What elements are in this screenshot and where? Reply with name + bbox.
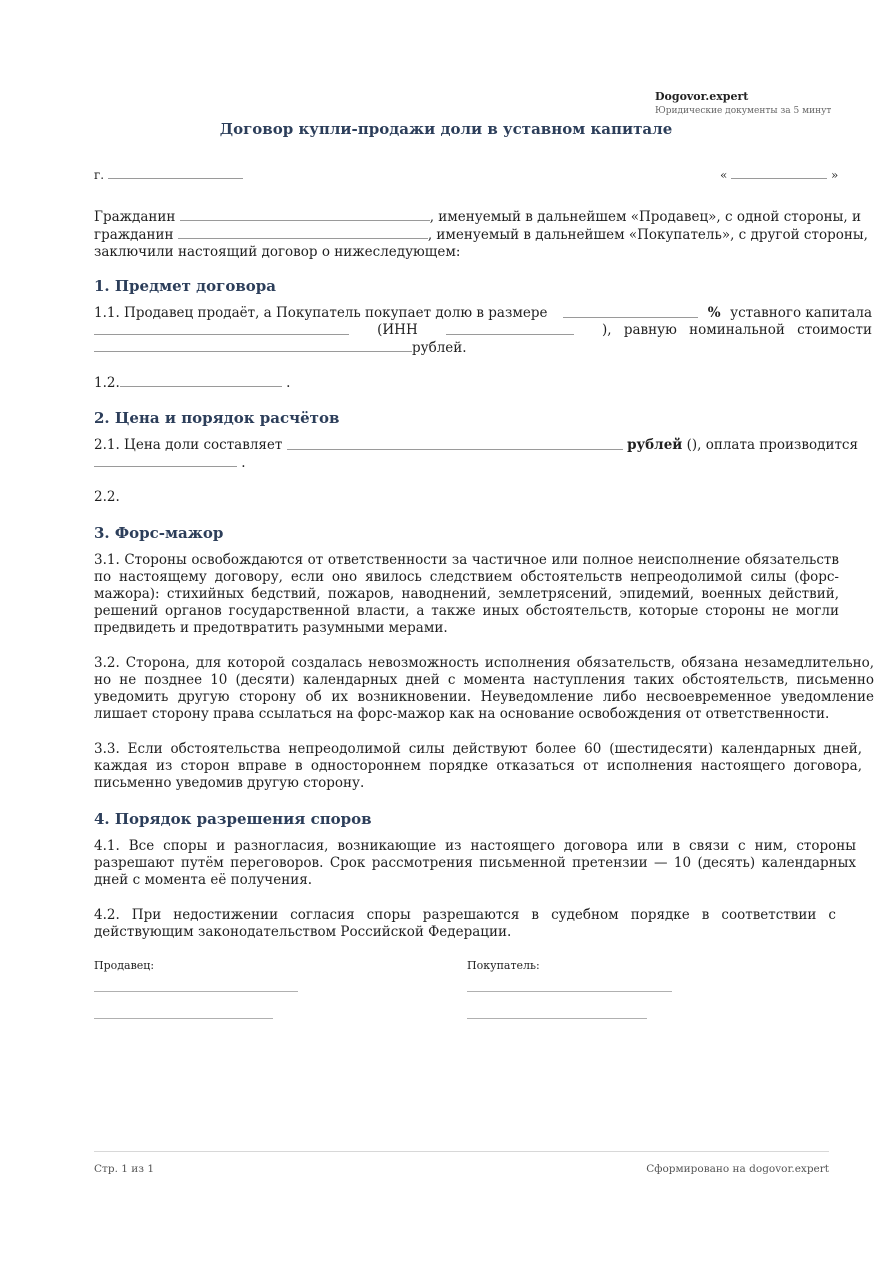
- section-4-heading: 4. Порядок разрешения споров: [94, 810, 372, 828]
- page-number: Стр. 1 из 1: [94, 1163, 155, 1175]
- clause-3-1: 3.1. Стороны освобождаются от ответственности за частичное или полное неисполнение обязательств по настоящему договору, если оно явилось следствием обстоятельств непреодолимой силы (форс-мажора): стихийных бедствий, пожаров, наводнений, землетрясений, эпидемий, военных действий, решений органов государственной власти, а также иных обстоятельств, которые стороны не могли предвидеть и предотвратить разумными мерами.: [94, 552, 839, 636]
- date-close-quote: »: [831, 168, 839, 182]
- clause-2-2-number: 2.2.: [94, 489, 120, 505]
- date-blank: [731, 166, 827, 179]
- seller-label: Гражданин: [94, 209, 176, 225]
- clause-2-1-text-a: 2.1. Цена доли составляет: [94, 437, 283, 453]
- clause-3-3: 3.3. Если обстоятельства непреодолимой силы действуют более 60 (шестидесяти) календарных дней, каждая из сторон вправе в одностороннем порядке отказаться от исполнения настоящего договора, письменно уведомив другую сторону.: [94, 741, 862, 791]
- clause-1-2-blank: [120, 374, 282, 387]
- nominal-value-blank: [94, 339, 412, 352]
- parties-conclusion: заключили настоящий договор о нижеследующем:: [94, 244, 461, 260]
- seller-signature-line: [94, 991, 298, 992]
- section-3-heading: 3. Форс-мажор: [94, 524, 224, 542]
- share-size-blank: [563, 305, 698, 318]
- section-1-heading: 1. Предмет договора: [94, 277, 276, 295]
- date-field: [720, 166, 838, 182]
- seller-signature-label: Продавец:: [94, 959, 155, 972]
- company-name-blank: [94, 322, 349, 335]
- section-1-paragraph-1: [94, 305, 872, 357]
- clause-4-2: 4.2. При недостижении согласия споры разрешаются в судебном порядке в соответствии с действующим законодательством Российской Федерации.: [94, 907, 836, 940]
- clause-2-1-text-b: (), оплата производится: [686, 437, 858, 453]
- price-blank: [287, 437, 623, 450]
- section-1-paragraph-2: [94, 374, 872, 392]
- generated-note: Сформировано на dogovor.expert: [646, 1163, 829, 1175]
- clause-1-1-text-a: 1.1. Продавец продаёт, а Покупатель покупает долю в размере: [94, 305, 548, 321]
- footer-divider: [94, 1151, 829, 1152]
- clause-4-1: 4.1. Все споры и разногласия, возникающие из настоящего договора или в связи с ним, стороны разрешают путём переговоров. Срок рассмотрения письменной претензии — 10 (десять) календарных дней с момента её получения.: [94, 838, 856, 888]
- section-2-paragraph-1: [94, 437, 858, 472]
- city-prefix: г.: [94, 168, 105, 182]
- clause-1-2-end: .: [286, 375, 291, 391]
- payment-terms-blank: [94, 454, 237, 467]
- price-currency: рублей: [627, 437, 683, 453]
- buyer-label: гражданин: [94, 227, 174, 243]
- seller-role-text: , именуемый в дальнейшем «Продавец», с одной стороны, и: [429, 209, 861, 225]
- seller-name-blank: [180, 208, 430, 221]
- section-2-paragraph-2: [94, 489, 872, 506]
- section-2-heading: 2. Цена и порядок расчётов: [94, 409, 340, 427]
- clause-1-1-text-b: уставного капитала: [730, 305, 872, 321]
- brand-name: Dogovor.expert: [655, 90, 749, 103]
- clause-1-1-text-c: ), равную номинальной стоимости: [602, 322, 872, 338]
- clause-2-1-end: .: [241, 455, 246, 471]
- inn-label: (ИНН: [377, 322, 418, 338]
- brand-tagline: Юридические документы за 5 минут: [655, 106, 832, 116]
- buyer-signature-label: Покупатель:: [467, 959, 540, 972]
- city-field: [94, 166, 243, 182]
- clause-1-2-number: 1.2.: [94, 375, 120, 391]
- buyer-name-line: [467, 1018, 647, 1019]
- brand-block: [655, 89, 831, 119]
- buyer-role-text: , именуемый в дальнейшем «Покупатель», с другой стороны,: [427, 227, 868, 243]
- percent-sign: %: [707, 305, 721, 321]
- city-blank: [108, 166, 243, 179]
- inn-blank: [446, 322, 574, 335]
- seller-name-line: [94, 1018, 273, 1019]
- clause-3-2: 3.2. Сторона, для которой создалась невозможность исполнения обязательств, обязана незамедлительно, но не позднее 10 (десяти) календарных дней с момента наступления таких обстоятельств, письменно уведомить другую сторону об их возникновении. Неуведомление либо несвоевременное уведомление лишает сторону права ссылаться на форс-мажор как на основание освобождения от ответственности.: [94, 655, 874, 722]
- clause-1-1-text-d: рублей.: [412, 340, 467, 356]
- buyer-name-blank: [178, 226, 428, 239]
- document-title: Договор купли-продажи доли в уставном капитале: [219, 120, 673, 138]
- parties-paragraph: [94, 208, 872, 261]
- buyer-signature-line: [467, 991, 672, 992]
- date-open-quote: «: [720, 168, 728, 182]
